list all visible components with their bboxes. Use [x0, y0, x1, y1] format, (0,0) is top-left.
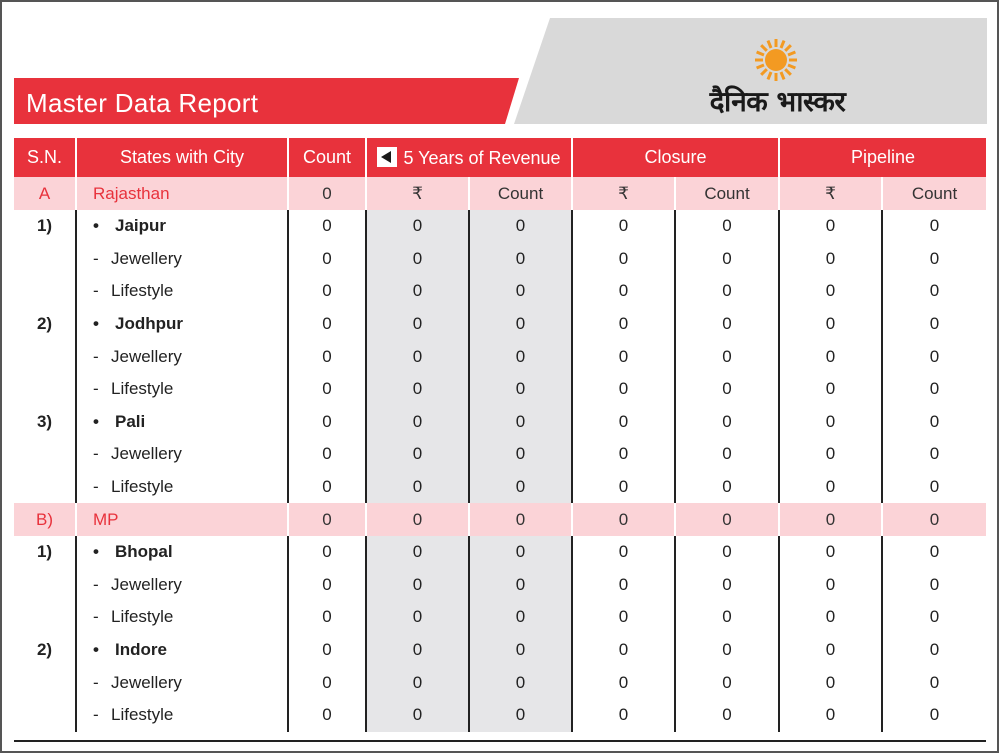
- value-cell: 0: [366, 210, 469, 243]
- row-sn: 2): [36, 640, 53, 660]
- value-cell: 0: [366, 308, 469, 341]
- value-cell: Count: [675, 177, 779, 210]
- value-cell: ₹: [779, 177, 882, 210]
- value-cell: 0: [675, 569, 779, 602]
- value-cell: ₹: [366, 177, 469, 210]
- sun-ray: [785, 45, 791, 51]
- row-sn: 3): [36, 411, 53, 431]
- value-cell: 0: [882, 340, 986, 373]
- row-name-cell: [76, 438, 288, 471]
- sun-ray: [757, 65, 764, 68]
- category-row: [14, 471, 986, 504]
- value-cell: 0: [675, 699, 779, 732]
- sun-ray: [781, 41, 784, 48]
- value-cell: 0: [675, 275, 779, 308]
- value-cell: 0: [288, 503, 366, 536]
- row-name: Jewellery: [111, 444, 182, 464]
- value-cell: 0: [572, 699, 675, 732]
- value-cell: 0: [366, 438, 469, 471]
- value-cell: 0: [779, 569, 882, 602]
- row-name-cell: [76, 340, 288, 373]
- value-cell: 0: [469, 569, 572, 602]
- sun-ray: [761, 45, 767, 51]
- value-cell: 0: [288, 634, 366, 667]
- row-name-cell: [76, 210, 288, 243]
- value-cell: 0: [882, 569, 986, 602]
- value-cell: 0: [366, 503, 469, 536]
- row-sn: [14, 699, 76, 732]
- row-name: Jaipur: [115, 216, 167, 236]
- value-cell: 0: [779, 340, 882, 373]
- value-cell: 0: [572, 406, 675, 439]
- value-cell: 0: [572, 503, 675, 536]
- row-sn: [14, 340, 76, 373]
- value-cell: Count: [882, 177, 986, 210]
- row-name-cell: [76, 275, 288, 308]
- row-name: Lifestyle: [111, 379, 174, 399]
- sun-ray: [768, 41, 771, 48]
- value-cell: ₹: [572, 177, 675, 210]
- table-bottom-border: [14, 740, 986, 742]
- category-row: [14, 601, 986, 634]
- row-name-cell: [76, 699, 288, 732]
- value-cell: 0: [288, 666, 366, 699]
- value-cell: 0: [288, 438, 366, 471]
- value-cell: 0: [779, 275, 882, 308]
- row-name-cell: [76, 243, 288, 276]
- value-cell: 0: [882, 666, 986, 699]
- value-cell: 0: [779, 601, 882, 634]
- value-cell: 0: [675, 373, 779, 406]
- value-cell: 0: [366, 243, 469, 276]
- value-cell: 0: [288, 601, 366, 634]
- row-sn: [14, 666, 76, 699]
- value-cell: 0: [882, 373, 986, 406]
- table-body: [14, 177, 986, 732]
- value-cell: 0: [572, 666, 675, 699]
- value-cell: 0: [469, 243, 572, 276]
- value-cell: 0: [882, 471, 986, 504]
- value-cell: 0: [882, 699, 986, 732]
- value-cell: 0: [366, 699, 469, 732]
- category-row: [14, 438, 986, 471]
- row-sn: [14, 438, 76, 471]
- row-sn: B): [14, 503, 76, 536]
- value-cell: 0: [288, 243, 366, 276]
- value-cell: 0: [779, 438, 882, 471]
- sun-ray: [781, 72, 784, 79]
- value-cell: 0: [675, 308, 779, 341]
- value-cell: 0: [675, 210, 779, 243]
- col-header-sn: S.N.: [14, 138, 76, 177]
- value-cell: 0: [882, 406, 986, 439]
- city-row: [14, 308, 986, 341]
- row-name: Jewellery: [111, 346, 182, 366]
- dash-icon: -: [93, 281, 99, 301]
- value-cell: 0: [675, 471, 779, 504]
- row-name: Lifestyle: [111, 281, 174, 301]
- city-row: [14, 210, 986, 243]
- value-cell: 0: [469, 503, 572, 536]
- sun-ray: [785, 69, 791, 75]
- table-header-row: [14, 138, 986, 177]
- logo-text: दैनिक भास्कर: [709, 85, 846, 118]
- category-row: [14, 243, 986, 276]
- value-cell: 0: [882, 634, 986, 667]
- col-header-revenue[interactable]: [366, 138, 572, 177]
- value-cell: 0: [779, 471, 882, 504]
- value-cell: 0: [779, 373, 882, 406]
- value-cell: 0: [572, 275, 675, 308]
- value-cell: 0: [469, 308, 572, 341]
- category-row: [14, 569, 986, 602]
- value-cell: 0: [882, 243, 986, 276]
- row-name: MP: [93, 509, 119, 529]
- row-sn: [14, 243, 76, 276]
- value-cell: 0: [572, 601, 675, 634]
- category-row: [14, 373, 986, 406]
- bullet-icon: •: [93, 542, 99, 562]
- value-cell: 0: [366, 406, 469, 439]
- value-cell: 0: [572, 471, 675, 504]
- value-cell: 0: [675, 340, 779, 373]
- value-cell: 0: [779, 243, 882, 276]
- sun-icon: [754, 38, 798, 82]
- value-cell: 0: [469, 601, 572, 634]
- value-cell: 0: [882, 503, 986, 536]
- value-cell: 0: [779, 536, 882, 569]
- value-cell: 0: [469, 373, 572, 406]
- value-cell: 0: [779, 406, 882, 439]
- category-row: [14, 666, 986, 699]
- value-cell: 0: [572, 373, 675, 406]
- value-cell: 0: [366, 666, 469, 699]
- value-cell: 0: [288, 536, 366, 569]
- dash-icon: -: [93, 607, 99, 627]
- city-row: [14, 406, 986, 439]
- bullet-icon: •: [93, 411, 99, 431]
- city-row: [14, 536, 986, 569]
- sun-ray: [768, 72, 771, 79]
- col-header-count: Count: [288, 138, 366, 177]
- col-header-revenue-label: 5 Years of Revenue: [403, 147, 561, 168]
- row-name-cell: [76, 308, 288, 341]
- row-sn: [14, 569, 76, 602]
- value-cell: 0: [779, 666, 882, 699]
- value-cell: 0: [572, 438, 675, 471]
- row-name: Jewellery: [111, 248, 182, 268]
- category-row: [14, 699, 986, 732]
- value-cell: 0: [366, 340, 469, 373]
- value-cell: 0: [288, 373, 366, 406]
- city-row: [14, 634, 986, 667]
- value-cell: 0: [469, 406, 572, 439]
- value-cell: 0: [675, 503, 779, 536]
- row-name-cell: [76, 601, 288, 634]
- value-cell: 0: [572, 634, 675, 667]
- dainik-bhaskar-logo: [690, 38, 865, 118]
- value-cell: 0: [675, 536, 779, 569]
- value-cell: 0: [779, 503, 882, 536]
- value-cell: 0: [882, 536, 986, 569]
- row-name-cell: [76, 536, 288, 569]
- row-sn: 1): [36, 542, 53, 562]
- dash-icon: -: [93, 574, 99, 594]
- dash-icon: -: [93, 346, 99, 366]
- value-cell: 0: [288, 699, 366, 732]
- row-sn: [14, 275, 76, 308]
- sun-ray: [757, 52, 764, 55]
- value-cell: 0: [366, 569, 469, 602]
- value-cell: 0: [882, 275, 986, 308]
- value-cell: 0: [469, 275, 572, 308]
- sun-ray: [788, 65, 795, 68]
- value-cell: 0: [469, 536, 572, 569]
- row-name-cell: [76, 666, 288, 699]
- value-cell: 0: [675, 634, 779, 667]
- value-cell: 0: [779, 699, 882, 732]
- row-name: Lifestyle: [111, 477, 174, 497]
- value-cell: 0: [366, 373, 469, 406]
- col-header-closure: Closure: [572, 138, 779, 177]
- value-cell: 0: [469, 471, 572, 504]
- row-name-cell: [76, 373, 288, 406]
- row-name: Rajasthan: [93, 183, 170, 203]
- value-cell: 0: [572, 340, 675, 373]
- row-name-cell: [76, 569, 288, 602]
- row-name-cell: [76, 406, 288, 439]
- row-sn: [14, 373, 76, 406]
- value-cell: 0: [882, 308, 986, 341]
- dash-icon: -: [93, 379, 99, 399]
- value-cell: 0: [288, 210, 366, 243]
- dash-icon: -: [93, 705, 99, 725]
- row-name-cell: [76, 503, 288, 536]
- value-cell: 0: [288, 340, 366, 373]
- bullet-icon: •: [93, 314, 99, 334]
- value-cell: 0: [288, 308, 366, 341]
- col-header-pipeline: Pipeline: [779, 138, 986, 177]
- value-cell: 0: [882, 438, 986, 471]
- bullet-icon: •: [93, 216, 99, 236]
- row-name: Pali: [115, 411, 146, 431]
- value-cell: 0: [572, 243, 675, 276]
- row-sn: 1): [36, 216, 53, 236]
- value-cell: 0: [882, 210, 986, 243]
- value-cell: 0: [366, 634, 469, 667]
- row-sn: 2): [36, 314, 53, 334]
- page-title: Master Data Report: [26, 88, 259, 118]
- value-cell: 0: [675, 406, 779, 439]
- value-cell: 0: [288, 177, 366, 210]
- col-header-states: States with City: [76, 138, 288, 177]
- value-cell: 0: [779, 308, 882, 341]
- row-sn: [14, 471, 76, 504]
- sun-ray: [761, 69, 767, 75]
- row-sn: [14, 601, 76, 634]
- value-cell: 0: [366, 275, 469, 308]
- state-row: [14, 503, 986, 536]
- row-name-cell: [76, 471, 288, 504]
- value-cell: 0: [675, 243, 779, 276]
- row-name: Jewellery: [111, 574, 182, 594]
- collapse-left-icon[interactable]: [377, 147, 397, 167]
- value-cell: 0: [469, 699, 572, 732]
- value-cell: 0: [779, 210, 882, 243]
- value-cell: Count: [469, 177, 572, 210]
- category-row: [14, 340, 986, 373]
- value-cell: 0: [572, 308, 675, 341]
- row-name-cell: [76, 177, 288, 210]
- state-row: [14, 177, 986, 210]
- row-name: Lifestyle: [111, 705, 174, 725]
- value-cell: 0: [288, 471, 366, 504]
- row-name-cell: [76, 634, 288, 667]
- master-data-table: [14, 138, 986, 732]
- value-cell: 0: [288, 406, 366, 439]
- row-name: Indore: [115, 640, 167, 660]
- value-cell: 0: [469, 210, 572, 243]
- sun-ray: [788, 52, 795, 55]
- dash-icon: -: [93, 477, 99, 497]
- value-cell: 0: [779, 634, 882, 667]
- category-row: [14, 275, 986, 308]
- value-cell: 0: [572, 210, 675, 243]
- value-cell: 0: [288, 275, 366, 308]
- value-cell: 0: [366, 471, 469, 504]
- value-cell: 0: [675, 601, 779, 634]
- dash-icon: -: [93, 672, 99, 692]
- row-name: Lifestyle: [111, 607, 174, 627]
- value-cell: 0: [675, 438, 779, 471]
- value-cell: 0: [469, 340, 572, 373]
- value-cell: 0: [366, 601, 469, 634]
- value-cell: 0: [675, 666, 779, 699]
- row-name: Jodhpur: [115, 314, 183, 334]
- row-sn: A: [14, 177, 76, 210]
- row-name: Jewellery: [111, 672, 182, 692]
- value-cell: 0: [469, 438, 572, 471]
- dash-icon: -: [93, 444, 99, 464]
- value-cell: 0: [572, 569, 675, 602]
- row-name: Bhopal: [115, 542, 173, 562]
- value-cell: 0: [366, 536, 469, 569]
- value-cell: 0: [469, 666, 572, 699]
- value-cell: 0: [882, 601, 986, 634]
- dash-icon: -: [93, 248, 99, 268]
- value-cell: 0: [572, 536, 675, 569]
- value-cell: 0: [469, 634, 572, 667]
- bullet-icon: •: [93, 640, 99, 660]
- value-cell: 0: [288, 569, 366, 602]
